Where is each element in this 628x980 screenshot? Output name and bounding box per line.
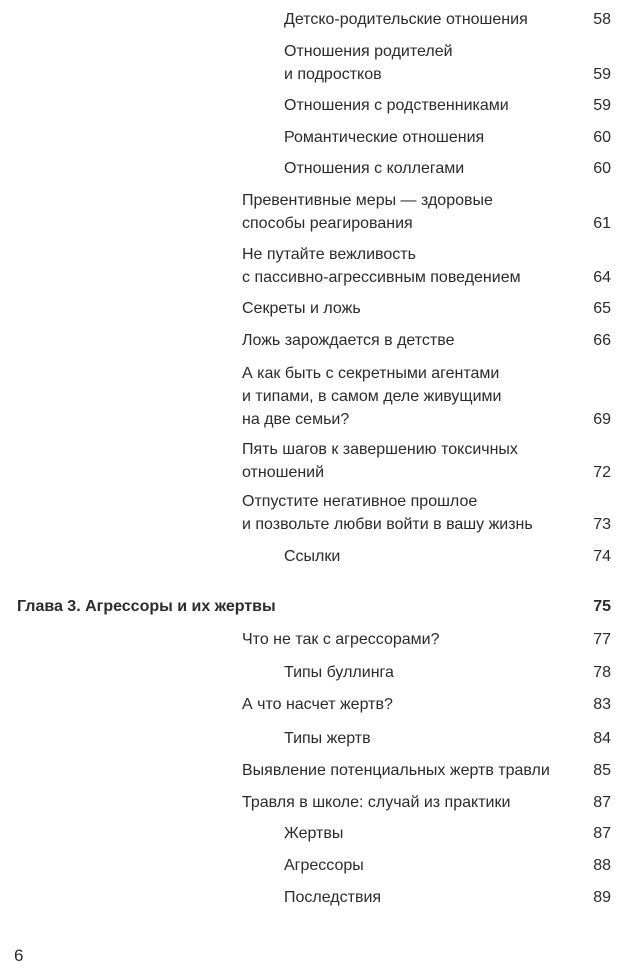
toc-entry-page: 66 <box>593 332 611 349</box>
toc-entry-page: 73 <box>593 516 611 533</box>
toc-entry-title-line: способы реагирования <box>242 215 413 232</box>
toc-entry-title: Романтические отношения <box>284 129 485 146</box>
toc-entry-title-line: Отпустите негативное прошлое <box>242 493 478 510</box>
toc-entry-title-line: отношений <box>242 464 325 481</box>
toc-entry <box>0 94 628 117</box>
chapter-page: 75 <box>593 598 611 615</box>
toc-entry-page: 74 <box>593 548 611 565</box>
toc-entry-title-line: Не путайте вежливость <box>242 246 416 263</box>
toc-entry <box>0 40 628 86</box>
toc-entry-page: 87 <box>593 825 611 842</box>
toc-entry-page: 64 <box>593 269 611 286</box>
toc-entry-title: Детско-родительские отношения <box>284 11 528 28</box>
page-number: 6 <box>14 946 24 965</box>
toc-entry <box>0 157 628 180</box>
toc-entry-title: Жертвы <box>284 825 344 842</box>
toc-entry-title-line: и типами, в самом деле живущими <box>242 388 502 405</box>
toc-entry-title: Ссылки <box>284 548 341 565</box>
toc-entry-title: Агрессоры <box>284 857 364 874</box>
toc-entry <box>0 438 628 484</box>
toc-entry-title: Травля в школе: случай из практики <box>242 794 511 811</box>
toc-entry <box>0 693 628 716</box>
toc-entry <box>0 329 628 352</box>
toc-entry-title-line: с пассивно-агрессивным поведением <box>242 269 521 286</box>
toc-entry-title-line: на две семьи? <box>242 411 350 428</box>
toc-entry-title: Секреты и ложь <box>242 300 361 317</box>
toc-entry <box>0 362 628 431</box>
toc-entry-title-line: Превентивные меры — здоровые <box>242 192 493 209</box>
toc-entry-page: 60 <box>593 129 611 146</box>
toc-entry-title-line: и позвольте любви войти в вашу жизнь <box>242 516 533 533</box>
toc-entry-page: 65 <box>593 300 611 317</box>
toc-entry <box>0 727 628 750</box>
toc-entry-title: Отношения с коллегами <box>284 160 465 177</box>
chapter-title: Глава 3. Агрессоры и их жертвы <box>17 598 276 615</box>
toc-entry-page: 59 <box>593 66 611 83</box>
toc-entry <box>0 886 628 909</box>
toc-entry <box>0 759 628 782</box>
toc-entry <box>0 628 628 651</box>
toc-entry-page: 88 <box>593 857 611 874</box>
toc-entry <box>0 189 628 235</box>
toc-entry-page: 84 <box>593 730 611 747</box>
toc-entry-title: Выявление потенциальных жертв травли <box>242 762 550 779</box>
toc-entry-title: Типы жертв <box>284 730 371 747</box>
toc-entry <box>0 8 628 31</box>
toc-entry <box>0 243 628 289</box>
toc-entry <box>0 822 628 845</box>
toc-entry-title: А что насчет жертв? <box>242 696 393 713</box>
toc-entry-page: 78 <box>593 664 611 681</box>
toc-entry-page: 77 <box>593 631 611 648</box>
toc-entry-title: Последствия <box>284 889 382 906</box>
toc-entry-page: 83 <box>593 696 611 713</box>
toc-entry-page: 85 <box>593 762 611 779</box>
toc-entry-page: 89 <box>593 889 611 906</box>
toc-entry-title-line: А как быть с секретными агентами <box>242 365 500 382</box>
toc-entry-title: Ложь зарождается в детстве <box>242 332 455 349</box>
toc-entry-title-line: Отношения родителей <box>284 43 453 60</box>
toc-entry <box>0 661 628 684</box>
toc-entry-title: Типы буллинга <box>284 664 394 681</box>
toc-entry-title: Отношения с родственниками <box>284 97 509 114</box>
toc-entry-page: 69 <box>593 411 611 428</box>
toc-entry-page: 61 <box>593 215 611 232</box>
toc-entry-title: Что не так с агрессорами? <box>242 631 440 648</box>
toc-entry-page: 87 <box>593 794 611 811</box>
toc-entry <box>0 854 628 877</box>
toc-entry-title-line: и подростков <box>284 66 382 83</box>
toc-entry-page: 72 <box>593 464 611 481</box>
toc-entry-page: 59 <box>593 97 611 114</box>
toc-entry <box>0 297 628 320</box>
toc-entry <box>0 545 628 568</box>
toc-entry-page: 60 <box>593 160 611 177</box>
toc-chapter <box>0 595 628 618</box>
toc-entry <box>0 791 628 814</box>
toc-entry-title-line: Пять шагов к завершению токсичных <box>242 441 518 458</box>
toc-entry <box>0 126 628 149</box>
toc-entry-page: 58 <box>593 11 611 28</box>
toc-entry <box>0 490 628 536</box>
